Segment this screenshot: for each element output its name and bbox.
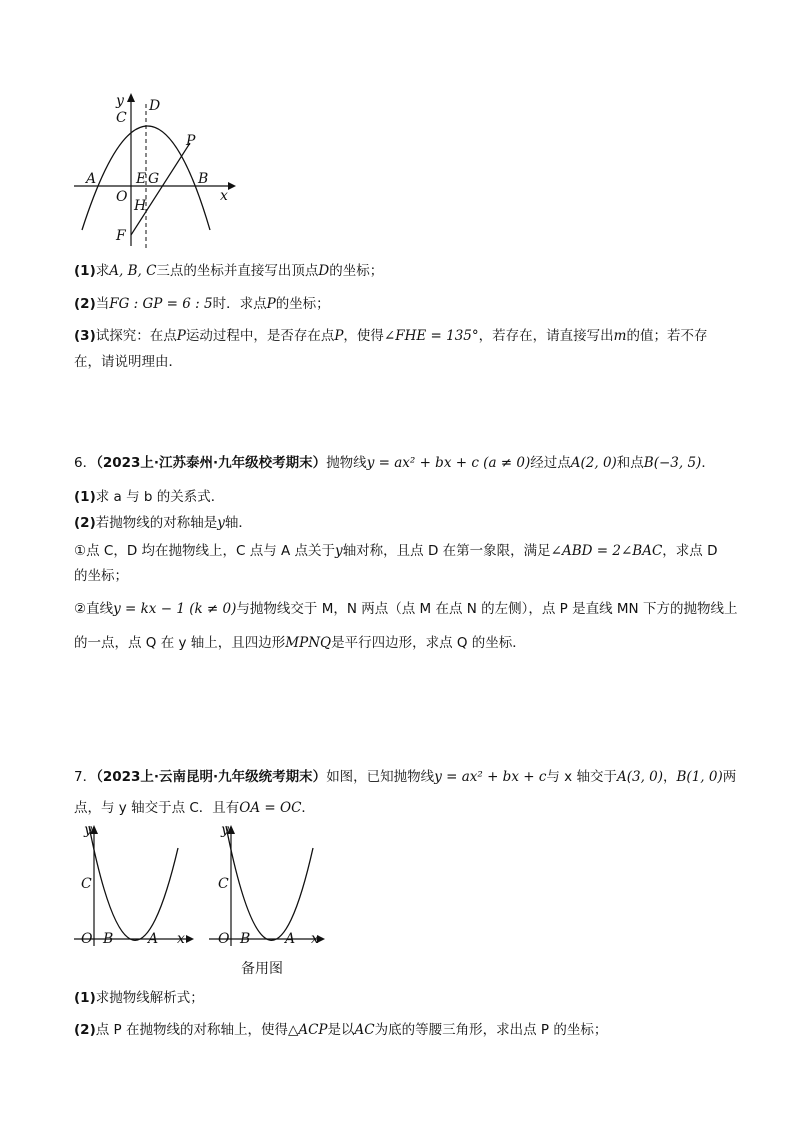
label-G: G (148, 171, 160, 187)
label-B: B (103, 931, 114, 947)
q5-part1: (1)求A, B, C三点的坐标并直接写出顶点D的坐标； (74, 263, 384, 279)
q6-sub1: ①点 C，D 均在抛物线上，C 点与 A 点关于y轴对称，且点 D 在第一象限，满足∠ABD = 2∠BAC，求点 D (74, 543, 718, 559)
q7-part1: (1)求抛物线解析式； (74, 990, 204, 1006)
q5-part3-continued: 在，请说明理由． (74, 354, 182, 370)
label-O: O (81, 931, 93, 947)
label-y: y (221, 822, 229, 838)
q5-part2: (2)当FG : GP = 6 : 5时．求点P的坐标； (74, 296, 330, 312)
q7-stem-line2: 点，与 y 轴交于点 C．且有OA = OC． (74, 800, 315, 816)
label-C: C (218, 876, 229, 892)
q6-part1: (1)求 a 与 b 的关系式． (74, 489, 225, 505)
q7-figure-caption: 备用图 (241, 961, 283, 977)
label-B: B (240, 931, 251, 947)
label-O: O (218, 931, 230, 947)
q6-sub2-continued: 的一点，点 Q 在 y 轴上，且四边形MPNQ是平行四边形，求点 Q 的坐标． (74, 635, 526, 651)
label-O: O (116, 189, 128, 205)
x-axis-arrow (186, 935, 194, 943)
q7-figure-backup (205, 822, 335, 952)
label-x: x (311, 931, 319, 947)
label-H: H (134, 198, 147, 214)
q6-sub1-continued: 的坐标； (74, 568, 128, 584)
y-axis-arrow (127, 93, 135, 102)
label-x: x (220, 188, 228, 204)
parabola-curve (226, 826, 313, 940)
q7-figure-main (70, 822, 200, 952)
label-A: A (148, 931, 159, 947)
q7-part2: (2)点 P 在抛物线的对称轴上，使得△ACP是以AC为底的等腰三角形，求出点 P 的坐标； (74, 1022, 608, 1038)
label-A: A (285, 931, 296, 947)
q5-part3: (3)试探究：在点P运动过程中，是否存在点P，使得∠FHE = 135°，若存在，请直接写出m的值；若不存 (74, 328, 708, 344)
label-F: F (116, 228, 126, 244)
q5-parabola-figure (70, 90, 240, 250)
x-axis-arrow (228, 182, 236, 190)
q7-stem: 7．（2023上·云南昆明·九年级统考期末）如图，已知抛物线y = ax² + bx + c与 x 轴交于A(3, 0)，B(1, 0)两 (74, 769, 737, 785)
label-A: A (86, 171, 97, 187)
q6-sub2: ②直线y = kx − 1 (k ≠ 0)与抛物线交于 M，N 两点（点 M 在点 N 的左侧），点 P 是直线 MN 下方的抛物线上 (74, 601, 738, 617)
label-y: y (84, 822, 92, 838)
label-B: B (198, 171, 209, 187)
label-E: E (136, 171, 147, 187)
parabola-curve (89, 826, 178, 940)
label-C: C (81, 876, 92, 892)
label-x: x (177, 931, 185, 947)
label-y: y (116, 93, 124, 109)
q6-part2: (2)若抛物线的对称轴是y轴． (74, 515, 252, 531)
label-D: D (149, 98, 161, 114)
line-fp (131, 143, 190, 235)
label-C: C (116, 110, 127, 126)
label-P: P (186, 133, 196, 149)
q6-stem: 6．（2023上·江苏泰州·九年级校考期末）抛物线y = ax² + bx + c (a ≠ 0)经过点A(2, 0)和点B(−3, 5)． (74, 455, 715, 471)
